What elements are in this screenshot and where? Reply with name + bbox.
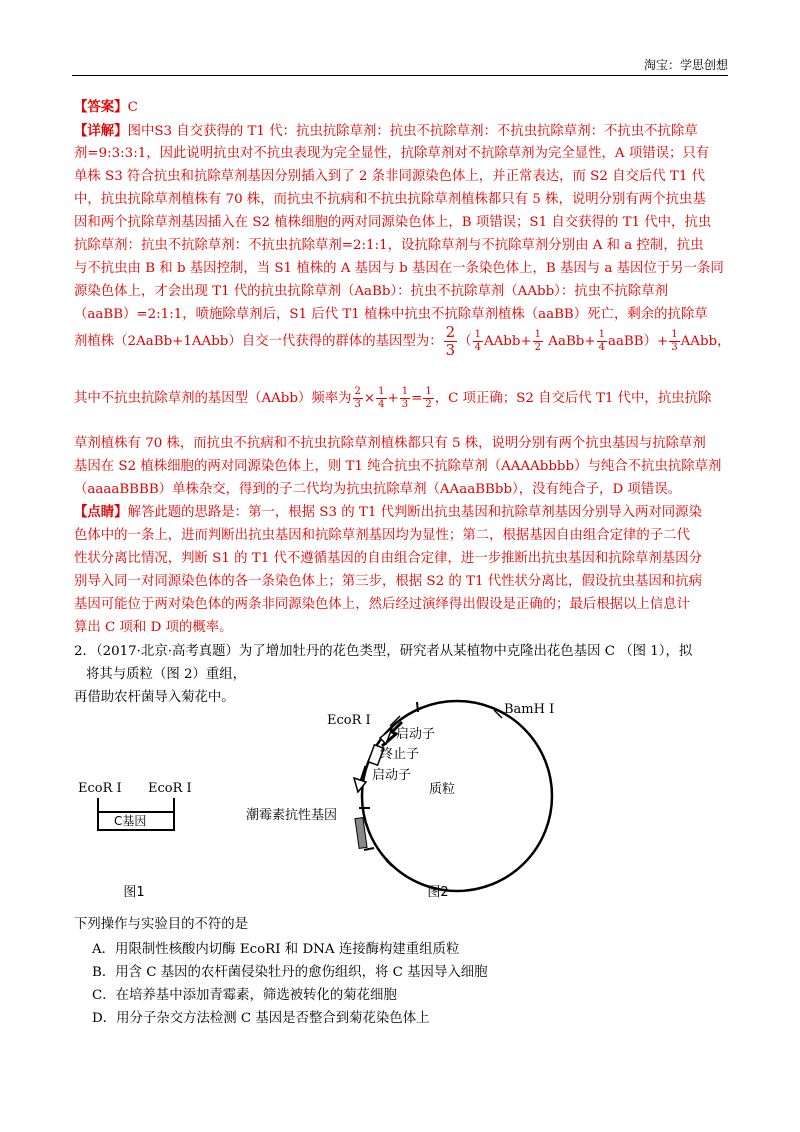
detail-line-5: 因和两个抗除草剂基因插入在 S2 植株细胞的两对同源染色体上，B 项错误；S1 自交获得的 T1 代中，抗虫 [74,215,712,230]
fig2-promoter-2: 启动子 [372,768,412,783]
tip-line-5: 基因可能位于两对染色体的两条非同源染色体上，然后经过演绎得出假设是正确的；最后根据以上信息计 [74,597,690,612]
detail-line-14: （aaaaBBBB）单株杂交，得到的子二代均为抗虫抗除草剂（AAaaBBbb），没有纯合子，D 项错误。 [74,482,681,497]
figure-2 [246,701,554,900]
fraction-1-2: $\frac{1}{2}$ [534,329,542,353]
tip-line-4: 别导入同一对同源染色体的各一条染色体上；第三步，根据 S2 的 T1 代性状分离比，假设抗虫基因和抗病 [74,574,702,589]
plus-sign: + [387,391,399,406]
fig2-caption: 图2 [427,885,449,900]
tip-line-1 [74,503,702,522]
fraction-1-2b: $\frac{1}{2}$ [425,386,432,410]
option-a: A．用限制性核酸内切酶 EcoRI 和 DNA 连接酶构建重组质粒 [92,942,460,957]
times-sign: × [363,391,376,406]
detail-text-10: 剂植株（2AaBb+1AAbb）自交一代获得的群体的基因型为： [74,334,443,349]
detail-text-11: 其中不抗虫抗除草剂的基因型（AAbb）频率为 [74,391,352,406]
fig1-ecor-left: EcoR Ⅰ [78,781,122,796]
answer-label: 【答案】 [74,99,128,115]
answer-value: C [127,100,138,115]
detail-line-6: 抗除草剂：抗虫不抗除草剂：不抗虫抗除草剂=2:1:1，设抗除草剂与不抗除草剂分别由 A 和 a 控制，抗虫 [74,238,704,253]
question-line-1: 2．（2017·北京·高考真题）为了增加牡丹的花色类型，研究者从某植物中克隆出花色基因 C （图 1），拟 [74,644,693,659]
detail-line-7: 与不抗虫由 B 和 b 基因控制，当 S1 植株的 A 基因与 b 基因在一条染色体上，B 基因与 a 基因位于另一条同 [74,261,724,276]
fraction-2-3b: $\frac{2}{3}$ [354,386,361,410]
fig2-plasmid: 质粒 [429,782,456,797]
tip-line-6: 算出 C 项和 D 项的概率。 [74,620,233,635]
tip-text-1: 解答此题的思路是：第一，根据 S3 的 T1 代判断出抗虫基因和抗除草剂基因分别导入两对同源染 [127,505,702,520]
fraction-1-4b: $\frac{1}{4}$ [598,329,605,353]
fraction-2-3: $\frac{2}{3}$ [445,323,456,359]
fraction-1-4c: $\frac{1}{4}$ [378,386,385,410]
fig1-gene-label: C基因 [114,814,147,828]
genotype-aabb-end: AAbb， [680,334,731,349]
question-line-3: 再借助农杆菌导入菊花中。 [74,690,235,705]
fraction-1-3: $\frac{1}{3}$ [671,329,678,353]
tip-label: 【点睛】 [74,504,128,520]
detail-line-10 [74,322,730,362]
fig1-ecor-right: EcoR Ⅰ [148,781,192,796]
fig1-caption: 图1 [123,885,145,900]
detail-text-11b: ，C 项正确；S2 自交后代 T1 代中，抗虫抗除 [434,391,712,406]
page-header: 淘宝：学思创想 [643,58,728,72]
fraction-1-3b: $\frac{1}{3}$ [401,386,409,410]
detail-line-4: 中，抗虫抗除草剂植株有 70 株，而抗虫不抗病和不抗虫抗除草剂植株都只有 5 株，说明分别有两个抗虫基 [74,192,706,207]
question-line-2: 将其与质粒（图 2）重组， [86,667,247,682]
fig2-ecor: EcoR Ⅰ [327,713,371,728]
detail-label: 【详解】 [74,123,128,139]
genotype-aabb: AAbb+ [483,334,532,349]
figure-diagram [74,698,734,908]
tip-line-2: 色体中的一条上，进而判断出抗虫基因和抗除草剂基因均为显性；第二，根据基因自由组合定律的子二代 [74,528,690,543]
fig2-resistance: 潮霉素抗性基因 [246,808,338,823]
genotype-aabb-het: AaBb+ [548,334,596,349]
detail-text-1: 图中S3 自交获得的 T1 代：抗虫抗除草剂：抗虫不抗除草剂：不抗虫抗除草剂：不抗虫不抗除草 [127,124,698,139]
option-c: C．在培养基中添加青霉素，筛选被转化的菊花细胞 [92,988,397,1003]
detail-line-3: 单株 S3 符合抗虫和抗除草剂基因分别插入到了 2 条非同源染色体上，并正常表达，而 S2 自交后代 T1 代 [74,169,706,184]
detail-line-12: 草剂植株有 70 株，而抗虫不抗病和不抗虫抗除草剂植株都只有 5 株，说明分别有两个抗虫基因与抗除草剂 [74,436,706,451]
fig2-bamh: BamH Ⅰ [504,702,555,717]
figure-1 [78,781,192,900]
fig2-terminator: 终止子 [380,747,420,762]
detail-line-9: （aaBB）=2:1:1，喷施除草剂后，S1 后代 T1 植株中抗虫不抗除草剂植株（aaBB）死亡，剩余的抗除草 [74,307,708,322]
option-b: B．用含 C 基因的农杆菌侵染牡丹的愈伤组织，将 C 基因导入细胞 [92,965,488,980]
answer-line [74,98,138,117]
tip-line-3: 性状分离比情况，判断 S1 的 T1 代不遵循基因的自由组合定律，进一步推断出抗虫基因和抗除草剂基因分 [74,551,702,566]
option-d: D．用分子杂交方法检测 C 基因是否整合到菊花染色体上 [92,1011,430,1026]
detail-line-13: 基因在 S2 植株细胞的两对同源染色体上，则 T1 纯合抗虫不抗除草剂（AAAAbbbb）与纯合不抗虫抗除草剂 [74,459,722,474]
fraction-1-4: $\frac{1}{4}$ [474,329,481,353]
paren-open: （ [458,334,472,349]
header-rule [72,75,728,76]
equals-sign: = [411,391,423,406]
genotype-aabb-rec: aaBB）+ [607,334,669,349]
detail-line-2: 剂=9:3:3:1，因此说明抗虫对不抗虫表现为完全显性，抗除草剂对不抗除草剂为完全显性，A 项错误；只有 [74,146,710,161]
detail-line-1 [74,122,698,141]
detail-line-11 [74,379,711,419]
question-prompt: 下列操作与实验目的不符的是 [74,917,249,932]
detail-line-8: 源染色体上，才会出现 T1 代的抗虫抗除草剂（AaBb）：抗虫不抗除草剂（AAbb）：抗虫不抗除草剂 [74,284,668,299]
fig2-promoter-1: 启动子 [396,727,436,742]
